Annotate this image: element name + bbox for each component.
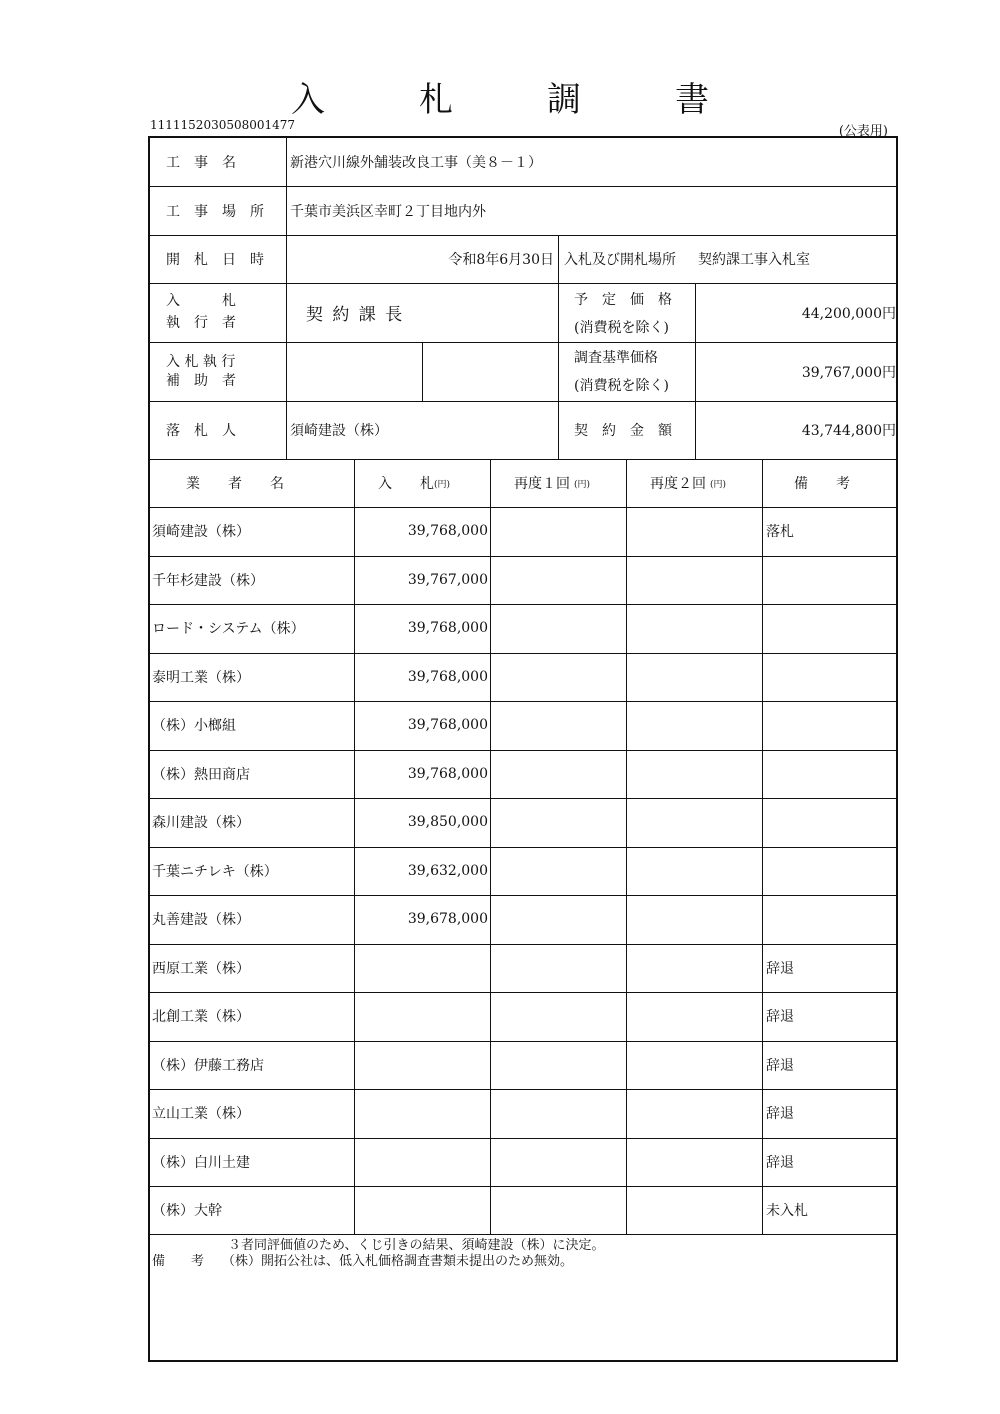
executor-label-1: 入 札	[166, 293, 236, 309]
winner: 須崎建設（株）	[290, 423, 388, 439]
table-row	[150, 604, 898, 653]
company-name: （株）大幹	[152, 1203, 222, 1220]
bid-amount: 39,678,000	[407, 911, 488, 928]
table-row	[150, 1089, 898, 1138]
company-name: 森川建設（株）	[152, 815, 250, 832]
company-name: 立山工業（株）	[152, 1106, 250, 1123]
assistant-label-2: 補 助 者	[166, 373, 236, 389]
row-remark: 辞退	[766, 960, 794, 977]
row-remark: 辞退	[766, 1154, 794, 1171]
bid-amount	[358, 944, 488, 993]
header-rebid-2: 再度２回 (円)	[650, 476, 727, 492]
company-name: 丸善建設（株）	[152, 912, 250, 929]
planned-price-label-2: (消費税を除く)	[574, 320, 669, 336]
survey-price-label-2: (消費税を除く)	[574, 378, 669, 394]
bidders-table	[150, 459, 898, 1234]
page-title: 入 札 調 書	[291, 80, 739, 120]
header-bid: 入 札 (円)	[378, 476, 451, 492]
table-row	[150, 750, 898, 799]
bid-record-frame	[148, 136, 898, 1362]
remarks-label: 備 考	[152, 1253, 205, 1269]
table-row	[150, 1138, 898, 1187]
bid-amount	[358, 1041, 488, 1090]
company-name: 北創工業（株）	[152, 1009, 250, 1026]
company-name: （株）白川土建	[152, 1154, 250, 1171]
bid-amount: 39,767,000	[407, 571, 488, 588]
table-row	[150, 992, 898, 1041]
assistant-label-1: 入 札 執 行	[166, 354, 236, 370]
header-remarks: 備 考	[794, 476, 850, 492]
remarks-line-2: （株）開拓公社は、低入札価格調査書類未提出のため無効。	[222, 1253, 574, 1269]
table-row	[150, 653, 898, 702]
company-name: 千葉ニチレキ（株）	[152, 863, 278, 880]
bid-amount: 39,850,000	[407, 814, 488, 831]
bid-amount	[358, 992, 488, 1041]
bid-amount	[358, 1089, 488, 1138]
location: 千葉市美浜区幸町２丁目地内外	[290, 203, 486, 220]
row-remark: 未入札	[766, 1203, 808, 1220]
opening-date: 令和8年6月30日	[448, 252, 554, 268]
construction-name: 新港穴川線外舗装改良工事（美８－１）	[290, 155, 542, 171]
table-row	[150, 507, 898, 556]
row-remark: 辞退	[766, 1057, 794, 1074]
winner-label: 落 札 人	[166, 423, 236, 439]
venue-label: 入札及び開札場所	[564, 252, 676, 268]
bid-amount: 39,768,000	[407, 620, 488, 637]
table-row	[150, 1041, 898, 1090]
survey-price: 39,767,000円	[801, 364, 896, 381]
bid-amount: 39,768,000	[407, 765, 488, 782]
table-row	[150, 556, 898, 605]
row-remark: 辞退	[766, 1009, 794, 1026]
survey-price-label-1: 調査基準価格	[574, 350, 658, 366]
company-name: 千年杉建設（株）	[152, 572, 264, 589]
row-remark: 辞退	[766, 1106, 794, 1123]
document-number: 1111152030508001477	[150, 118, 296, 132]
location-label: 工 事 場 所	[166, 203, 264, 220]
remarks-line-1: ３者同評価値のため、くじ引きの結果、須崎建設（株）に決定。	[228, 1237, 605, 1253]
executor: 契 約 課 長	[306, 305, 405, 325]
company-name: （株）小榔組	[152, 718, 236, 735]
company-name: （株）熱田商店	[152, 766, 250, 783]
venue: 契約課工事入札室	[698, 252, 810, 268]
table-row	[150, 944, 898, 993]
bid-amount	[358, 1186, 488, 1235]
table-row	[150, 847, 898, 896]
contract-amount-label: 契 約 金 額	[574, 423, 672, 439]
company-name: （株）伊藤工務店	[152, 1057, 264, 1074]
bid-amount	[358, 1138, 488, 1187]
company-name: 須崎建設（株）	[152, 524, 250, 541]
table-row	[150, 798, 898, 847]
header-company: 業 者 名	[186, 476, 284, 492]
bid-amount: 39,632,000	[407, 862, 488, 879]
table-row	[150, 1186, 898, 1235]
header-rebid-1: 再度１回 (円)	[514, 476, 591, 492]
contract-amount: 43,744,800円	[801, 423, 896, 439]
bid-amount: 39,768,000	[407, 668, 488, 685]
construction-name-label: 工 事 名	[166, 155, 236, 171]
opening-label: 開 札 日 時	[166, 252, 264, 268]
table-row	[150, 895, 898, 944]
row-remark: 落札	[766, 524, 794, 541]
planned-price-label-1: 予 定 価 格	[574, 292, 672, 308]
company-name: 泰明工業（株）	[152, 669, 250, 686]
executor-label-2: 執 行 者	[166, 315, 236, 331]
planned-price: 44,200,000円	[801, 305, 896, 322]
publication-label: (公表用)	[838, 124, 888, 139]
company-name: 西原工業（株）	[152, 960, 250, 977]
bid-amount: 39,768,000	[407, 717, 488, 734]
table-row	[150, 701, 898, 750]
company-name: ロード・システム（株）	[152, 621, 305, 638]
bid-amount: 39,768,000	[407, 523, 488, 540]
